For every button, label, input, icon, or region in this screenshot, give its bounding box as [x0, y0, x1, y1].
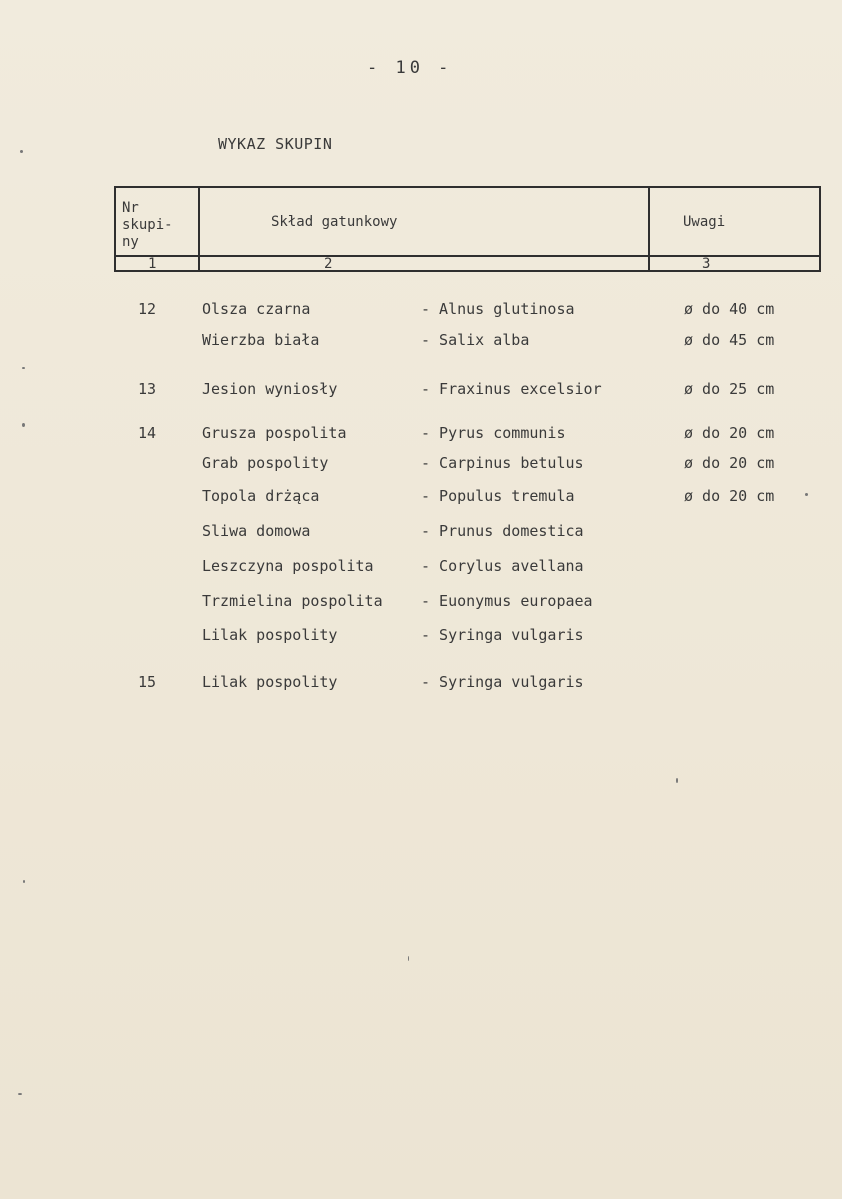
document-title: WYKAZ SKUPIN: [218, 135, 333, 153]
remarks: ø do 20 cm: [684, 424, 775, 442]
table-row: [0, 300, 842, 322]
table-row: [0, 454, 842, 476]
latin-name: - Corylus avellana: [421, 557, 584, 575]
table-bottom-border: [114, 270, 820, 272]
table-row: [0, 557, 842, 579]
table-left-border: [114, 186, 116, 272]
table-row: [0, 673, 842, 695]
table-right-border: [819, 186, 821, 272]
remarks: ø do 20 cm: [684, 454, 775, 472]
species-name: Grab pospolity: [202, 454, 329, 472]
header-uwagi: Uwagi: [683, 214, 726, 230]
species-name: Grusza pospolita: [202, 424, 347, 442]
remarks: ø do 25 cm: [684, 380, 775, 398]
table-top-border: [114, 186, 820, 188]
species-name: Trzmielina pospolita: [202, 592, 383, 610]
species-name: Sliwa domowa: [202, 522, 311, 540]
paper-speck: [408, 956, 409, 961]
latin-name: - Carpinus betulus: [421, 454, 584, 472]
latin-name: - Syringa vulgaris: [421, 626, 584, 644]
latin-name: - Fraxinus excelsior: [421, 380, 602, 398]
species-name: Wierzba biała: [202, 331, 320, 349]
header-col-number-1: 1: [148, 256, 157, 272]
table-row: [0, 424, 842, 446]
latin-name: - Euonymus europaea: [421, 592, 593, 610]
table-header-divider: [114, 255, 820, 257]
paper-speck: [20, 150, 23, 153]
table-col-divider-2: [648, 186, 650, 272]
table-row: [0, 380, 842, 402]
header-col-number-2: 2: [324, 256, 333, 272]
latin-name: - Pyrus communis: [421, 424, 566, 442]
page-number: - 10 -: [367, 58, 453, 78]
table-row: [0, 331, 842, 353]
table-row: [0, 487, 842, 509]
species-name: Leszczyna pospolita: [202, 557, 374, 575]
latin-name: - Syringa vulgaris: [421, 673, 584, 691]
latin-name: - Populus tremula: [421, 487, 575, 505]
latin-name: - Salix alba: [421, 331, 530, 349]
paper-speck: [23, 880, 25, 883]
table-header: [114, 186, 820, 272]
header-col-number-3: 3: [702, 256, 711, 272]
remarks: ø do 20 cm: [684, 487, 775, 505]
species-name: Lilak pospolity: [202, 626, 338, 644]
latin-name: - Prunus domestica: [421, 522, 584, 540]
group-number: 15: [138, 673, 157, 691]
table-row: [0, 626, 842, 648]
species-name: Topola drżąca: [202, 487, 320, 505]
latin-name: - Alnus glutinosa: [421, 300, 575, 318]
paper-speck: [676, 778, 678, 783]
paper-speck: [22, 367, 25, 369]
paper-speck: [805, 493, 808, 496]
species-name: Lilak pospolity: [202, 673, 338, 691]
table-row: [0, 522, 842, 544]
group-number: 12: [138, 300, 157, 318]
paper-speck: [18, 1093, 22, 1095]
header-sklad-gatunkowy: Skład gatunkowy: [271, 214, 398, 230]
group-number: 14: [138, 424, 157, 442]
header-nr-skupiny: Nr skupi- ny: [122, 200, 173, 250]
table-row: [0, 592, 842, 614]
table-col-divider-1: [198, 186, 200, 272]
paper-speck: [22, 423, 25, 427]
remarks: ø do 45 cm: [684, 331, 775, 349]
species-name: Olsza czarna: [202, 300, 311, 318]
remarks: ø do 40 cm: [684, 300, 775, 318]
group-number: 13: [138, 380, 157, 398]
species-name: Jesion wyniosły: [202, 380, 338, 398]
